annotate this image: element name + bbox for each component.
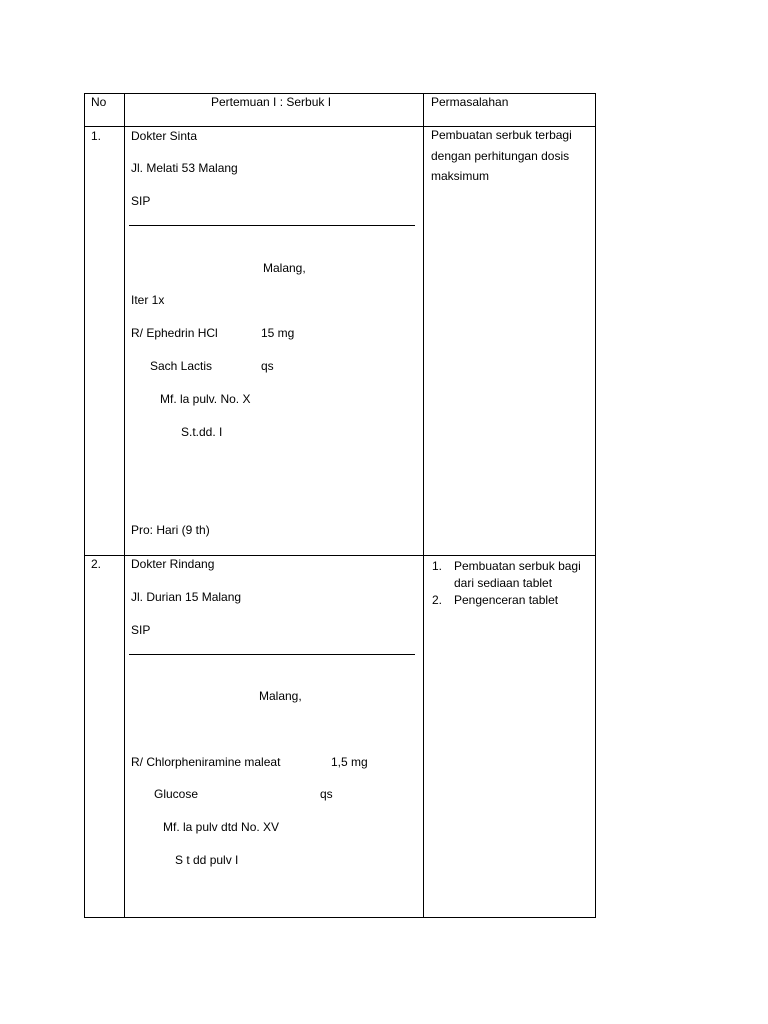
list-number: 2. bbox=[432, 593, 443, 607]
column-divider-2 bbox=[423, 93, 424, 918]
doctor-address: Jl. Durian 15 Malang bbox=[131, 590, 242, 604]
recipe-dose-1: 15 mg bbox=[261, 326, 295, 340]
list-item bbox=[432, 592, 592, 609]
doctor-name: Dokter Rindang bbox=[131, 557, 215, 571]
recipe-signa: S t dd pulv I bbox=[175, 853, 239, 867]
recipe-instruction: Mf. la pulv. No. X bbox=[160, 392, 251, 406]
recipe-ingredient-1: R/ Chlorpheniramine maleat bbox=[131, 755, 281, 769]
sip-label: SIP bbox=[131, 194, 151, 208]
table-border-bottom bbox=[84, 917, 596, 918]
header-permasalahan: Permasalahan bbox=[431, 95, 509, 109]
iter-text: Iter 1x bbox=[131, 293, 165, 307]
doctor-name: Dokter Sinta bbox=[131, 129, 198, 143]
problem-line: dengan perhitungan dosis bbox=[431, 149, 570, 163]
table-border-right bbox=[595, 93, 596, 918]
table-border-top bbox=[84, 93, 596, 94]
row-divider bbox=[84, 555, 596, 556]
list-text: Pembuatan serbuk bagi dari sediaan tablet bbox=[454, 559, 581, 590]
recipe-ingredient-2: Glucose bbox=[154, 787, 199, 801]
recipe-ingredient-2: Sach Lactis bbox=[150, 359, 213, 373]
problem-list bbox=[432, 558, 592, 609]
list-item bbox=[432, 558, 592, 592]
prescription-separator bbox=[129, 654, 415, 655]
header-no: No bbox=[91, 95, 107, 109]
problem-line: maksimum bbox=[431, 169, 490, 183]
problem-line: Pembuatan serbuk terbagi bbox=[431, 128, 572, 142]
row-number: 2. bbox=[91, 557, 102, 571]
table-border-left bbox=[84, 93, 85, 918]
recipe-dose-2: qs bbox=[261, 359, 274, 373]
list-text: Pengenceran tablet bbox=[454, 593, 559, 607]
recipe-instruction: Mf. la pulv dtd No. XV bbox=[163, 820, 280, 834]
patient-info: Pro: Hari (9 th) bbox=[131, 523, 210, 537]
sip-label: SIP bbox=[131, 623, 151, 637]
doctor-address: Jl. Melati 53 Malang bbox=[131, 161, 238, 175]
column-divider-1 bbox=[124, 93, 125, 918]
prescription-separator bbox=[129, 225, 415, 226]
header-divider bbox=[84, 126, 596, 127]
recipe-signa: S.t.dd. I bbox=[181, 425, 223, 439]
recipe-dose-2: qs bbox=[320, 787, 333, 801]
list-number: 1. bbox=[432, 559, 443, 573]
prescription-city: Malang, bbox=[263, 261, 306, 275]
header-pertemuan: Pertemuan I : Serbuk I bbox=[211, 95, 332, 109]
prescription-city: Malang, bbox=[259, 689, 302, 703]
recipe-ingredient-1: R/ Ephedrin HCl bbox=[131, 326, 218, 340]
recipe-dose-1: 1,5 mg bbox=[331, 755, 368, 769]
row-number: 1. bbox=[91, 129, 102, 143]
